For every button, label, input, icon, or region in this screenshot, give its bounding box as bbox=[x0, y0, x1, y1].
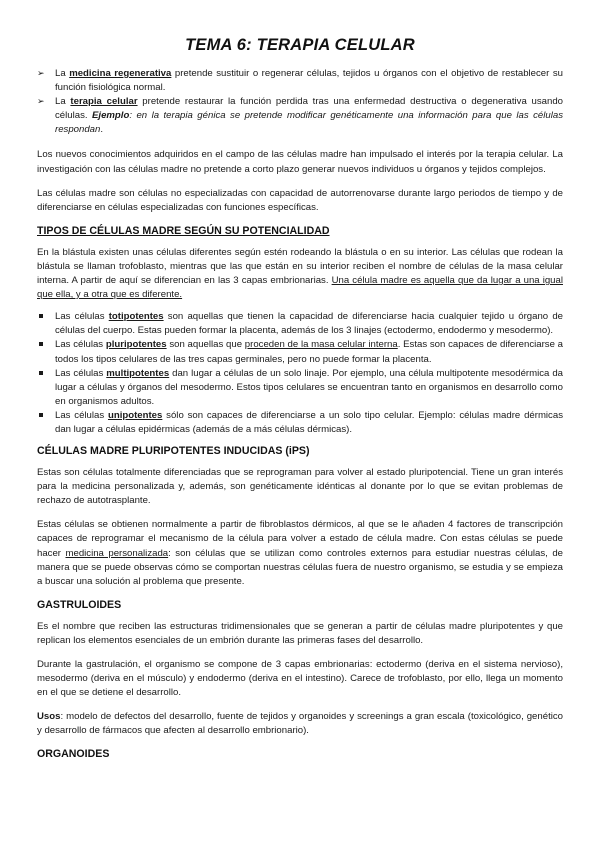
underlined-phrase: medicina personalizada bbox=[65, 547, 169, 559]
example-text: : en la terapia génica se pretende modificar genéticamente una información para que las células respondan bbox=[55, 110, 563, 136]
example-label: Ejemplo bbox=[92, 110, 130, 122]
text-fragment: son aquellas que bbox=[166, 339, 245, 351]
list-item bbox=[37, 310, 563, 338]
square-bullet-icon bbox=[39, 314, 43, 318]
text-fragment: Las células bbox=[55, 311, 109, 323]
text-fragment: Las células bbox=[55, 339, 106, 351]
square-bullet-icon bbox=[39, 342, 43, 346]
section-heading-organoides: ORGANOIDES bbox=[37, 748, 110, 761]
underlined-phrase: proceden de la masa celular interna bbox=[244, 339, 398, 351]
term-terapia-celular: terapia celular bbox=[70, 96, 138, 108]
term-multipotentes: multipotentes bbox=[106, 367, 170, 379]
text-fragment: . Estas son capaces de diferenciarse a todos los tipos celulares de las tres capas germinales, pero no puede formar la placenta. bbox=[55, 339, 563, 365]
term-medicina-regenerativa: medicina regenerativa bbox=[69, 68, 172, 79]
text-fragment: Las células bbox=[55, 367, 107, 379]
list-item bbox=[37, 409, 563, 437]
text-fragment: Las células bbox=[55, 409, 108, 421]
list-item bbox=[37, 367, 563, 409]
paragraph bbox=[37, 246, 563, 302]
paragraph: Es el nombre que reciben las estructuras tridimensionales que se generan a partir de células madre pluripotentes y que replican los elementos esenciales de un embrión durante las primeras fases del desarrollo. bbox=[37, 620, 563, 646]
section-heading-gastruloides: GASTRULOIDES bbox=[37, 598, 122, 611]
uses-label: Usos bbox=[37, 711, 61, 723]
paragraph bbox=[37, 518, 563, 588]
text-fragment: dan lugar a células de un solo linaje. Por ejemplo, una célula multipotente mesodérmica da lugar a células y órganos del mesodermo. Estos tipos celulares se encuentran tanto en organismos en desarrollo como en organismos adultos. bbox=[55, 367, 563, 407]
intro-list bbox=[37, 67, 563, 137]
term-totipotentes: totipotentes bbox=[108, 311, 164, 323]
section-heading-tipos: TIPOS DE CÉLULAS MADRE SEGÚN SU POTENCIALIDAD bbox=[37, 224, 330, 237]
paragraph bbox=[37, 710, 563, 738]
square-bullet-icon bbox=[39, 371, 43, 375]
paragraph: Estas son células totalmente diferenciadas que se reprograman para volver al estado pluripotencial. Tiene un gran interés para la medicina personalizada y, además, son genéticamente idénticas al donante por lo que se evitan problemas de rechazo de autotrasplante. bbox=[37, 467, 563, 507]
list-item bbox=[37, 67, 563, 95]
paragraph: Los nuevos conocimientos adquiridos en el campo de las células madre han impulsado el interés por la terapia celular. La investigación con las células madre no pretende a corto plazo generar nuevos individuos u órganos y tejidos complejos. bbox=[37, 149, 563, 175]
arrow-bullet-icon: ➢ bbox=[37, 96, 45, 107]
text-fragment: son aquellas que tienen la capacidad de diferenciarse hacia cualquier tejido u órgano de células del cuerpo. Estas pueden formar la placenta, además de los 3 linajes (ectodermo, endodermo y mesodermo). bbox=[55, 311, 563, 337]
text-fragment: Estas células se obtienen normalmente a partir de fibroblastos dérmicos, al que se le añaden 4 factores de transcripción capaces de reprogramar el mecanismo de la célula para volver a estado de célula madre. Con estas células se puede hacer bbox=[37, 519, 563, 559]
underlined-definition: Una célula madre es aquella que da lugar a una igual que ella, y a otra que es diferente. bbox=[37, 275, 563, 301]
paragraph: Las células madre son células no especializadas con capacidad de autorrenovarse durante largo periodos de tiempo y de diferenciarse en células especializadas con funciones específicas. bbox=[37, 187, 563, 213]
text-fragment: . bbox=[100, 124, 104, 136]
arrow-bullet-icon: ➢ bbox=[37, 68, 45, 78]
section-heading-ips: CÉLULAS MADRE PLURIPOTENTES INDUCIDAS (iPS) bbox=[37, 445, 310, 458]
text-fragment: : modelo de defectos del desarrollo, fuente de tejidos y organoides y screenings a gran escala (toxicológico, genético y desarrollo de fármacos que afecten al desarrollo embrionario). bbox=[37, 711, 563, 737]
paragraph: Durante la gastrulación, el organismo se compone de 3 capas embrionarias: ectodermo (deriva en el sistema nervioso), mesodermo (deriva en el músculo) y endodermo (deriva en el intestino). Carece de trofoblasto, por ello, llega un momento en el que se detiene el desarrollo. bbox=[37, 659, 563, 699]
page-title: TEMA 6: TERAPIA CELULAR bbox=[185, 36, 415, 54]
term-pluripotentes: pluripotentes bbox=[105, 339, 167, 351]
text-fragment: La bbox=[55, 68, 70, 79]
list-item bbox=[37, 95, 563, 137]
stem-cell-types-list bbox=[37, 310, 563, 437]
term-unipotentes: unipotentes bbox=[107, 409, 163, 421]
text-fragment: La bbox=[55, 96, 71, 108]
text-fragment: pretende sustituir o regenerar células, tejidos u órganos con el objetivo de restablecer su función fisiológica normal. bbox=[55, 68, 563, 94]
text-fragment: : son células que se utilizan como controles externos para estudiar nuestras células, de manera que se puede observas cómo se comportan nuestras células fuera de nuestro organismo, se estudia y se empieza a buscar una solución al problema que presente. bbox=[37, 547, 563, 587]
square-bullet-icon bbox=[39, 413, 43, 417]
text-fragment: sólo son capaces de diferenciarse a un solo tipo celular. Ejemplo: células madre dérmicas dan lugar a células epidérmicas (además de a más células dérmicas). bbox=[55, 409, 563, 435]
text-fragment: En la blástula existen unas células diferentes según estén rodeando la blástula o en su interior. Las células que rodean la blástula se llaman trofoblasto, mientras que las que están en su interior reciben el nombre de células de la masa celular interna. A partir de aquí se diferencian en las 3 capas embrionarias. bbox=[37, 246, 563, 287]
list-item bbox=[37, 338, 563, 366]
text-fragment: pretende restaurar la función perdida tras una enfermedad destructiva o degenerativa usando células. bbox=[55, 96, 564, 122]
